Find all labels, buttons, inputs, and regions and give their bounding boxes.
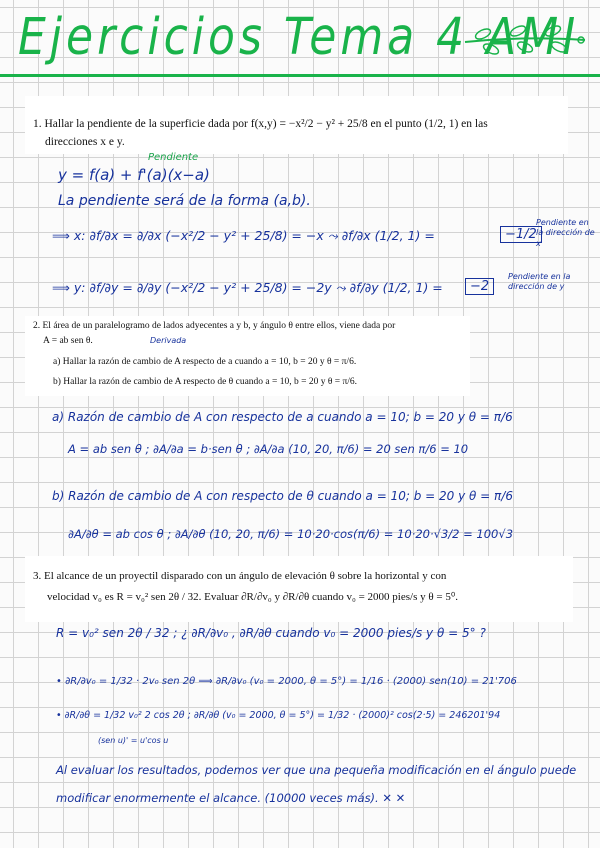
ex1-result-x: −1/2 xyxy=(500,226,542,243)
exercise-2-statement xyxy=(25,316,470,396)
exercise-1-statement-line-1: 1. Hallar la pendiente de la superficie dada por f(x,y) = −x²/2 − y² + 25/8 en el punto (1/2, 1) en las xyxy=(33,118,488,130)
exercise-2-statement-line-1: 2. El área de un paralelogramo de lados adyecentes a y b, y ángulo θ entre ellos, viene dada por xyxy=(33,321,396,331)
ex2-b-line: ∂A/∂θ = ab cos θ ; ∂A/∂θ (10, 20, π/6) = 10·20·cos(π/6) = 10·20·√3/2 = 100√3 xyxy=(68,527,514,541)
leaf-sprig-icon xyxy=(463,20,588,60)
ex3-conclusion-line-1: Al evaluar los resultados, podemos ver que una pequeña modificación en el ángulo puede xyxy=(56,763,577,777)
ex1-line-3: ⟹ x: ∂f/∂x = ∂/∂x (−x²/2 − y² + 25/8) = −x ⤳ ∂f/∂x (1/2, 1) = xyxy=(52,228,435,243)
exercise-1-statement xyxy=(25,96,568,154)
exercise-2-item-b: b) Hallar la razón de cambio de A respecto de θ cuando a = 10, b = 20 y θ = π/6. xyxy=(53,376,358,387)
ex1-line-4: ⟹ y: ∂f/∂y = ∂/∂y (−x²/2 − y² + 25/8) = −2y ⤳ ∂f/∂y (1/2, 1) = xyxy=(52,280,443,295)
note-pendiente: Pendiente xyxy=(148,152,199,163)
ex2-a-heading: a) Razón de cambio de A con respecto de a cuando a = 10; b = 20 y θ = π/6 xyxy=(52,410,513,424)
title-underline xyxy=(0,74,600,77)
exercise-1-statement-line-2: direcciones x e y. xyxy=(45,135,125,148)
note-derivada: Derivada xyxy=(150,336,187,345)
ex1-result-y: −2 xyxy=(465,278,494,295)
ex2-a-line: A = ab sen θ ; ∂A/∂a = b·sen θ ; ∂A/∂a (10, 20, π/6) = 20 sen π/6 = 10 xyxy=(68,442,469,456)
exercise-3-statement-line-2: velocidad v₀ es R = v₀² sen 2θ / 32. Evaluar ∂R/∂v₀ y ∂R/∂θ cuando v₀ = 2000 pies/s y θ = 5⁰. xyxy=(47,590,458,603)
ex3-conclusion-line-2: modificar enormemente el alcance. (10000 veces más). ✕ ✕ xyxy=(56,791,406,805)
exercise-3-statement-line-1: 3. El alcance de un proyectil disparado con un ángulo de elevación θ sobre la horizontal y con xyxy=(33,570,447,582)
ex1-note-x: Pendiente en la dirección de x xyxy=(536,218,595,248)
ex3-note-cos: (sen u)' = u'cos u xyxy=(98,736,169,745)
ex1-note-y: Pendiente en la dirección de y xyxy=(508,272,571,292)
exercise-2-item-a: a) Hallar la razón de cambio de A respecto de a cuando a = 10, b = 20 y θ = π/6. xyxy=(53,357,357,368)
ex1-line-2: La pendiente será de la forma (a,b). xyxy=(58,193,311,209)
exercise-2-statement-line-2: A = ab sen θ. xyxy=(43,336,93,347)
ex2-b-heading: b) Razón de cambio de A con respecto de θ cuando a = 10; b = 20 y θ = π/6 xyxy=(52,489,513,503)
exercise-3-statement xyxy=(25,556,573,622)
page-title: Ejercicios Tema 4 AMI xyxy=(18,8,580,67)
ex3-line-2: • ∂R/∂v₀ = 1/32 · 2v₀ sen 2θ ⟹ ∂R/∂v₀ (v₀ = 2000, θ = 5°) = 1/16 · (2000) sen(10) = 21'706 xyxy=(56,676,517,687)
ex1-line-1: y = f(a) + f'(a)(x−a) xyxy=(58,166,210,184)
ex3-line-3: • ∂R/∂θ = 1/32 v₀² 2 cos 2θ ; ∂R/∂θ (v₀ = 2000, θ = 5°) = 1/32 · (2000)² cos(2·5) = 246201'94 xyxy=(56,710,501,721)
ex3-line-1: R = v₀² sen 2θ / 32 ; ¿ ∂R/∂v₀ , ∂R/∂θ cuando v₀ = 2000 pies/s y θ = 5° ? xyxy=(56,626,486,640)
